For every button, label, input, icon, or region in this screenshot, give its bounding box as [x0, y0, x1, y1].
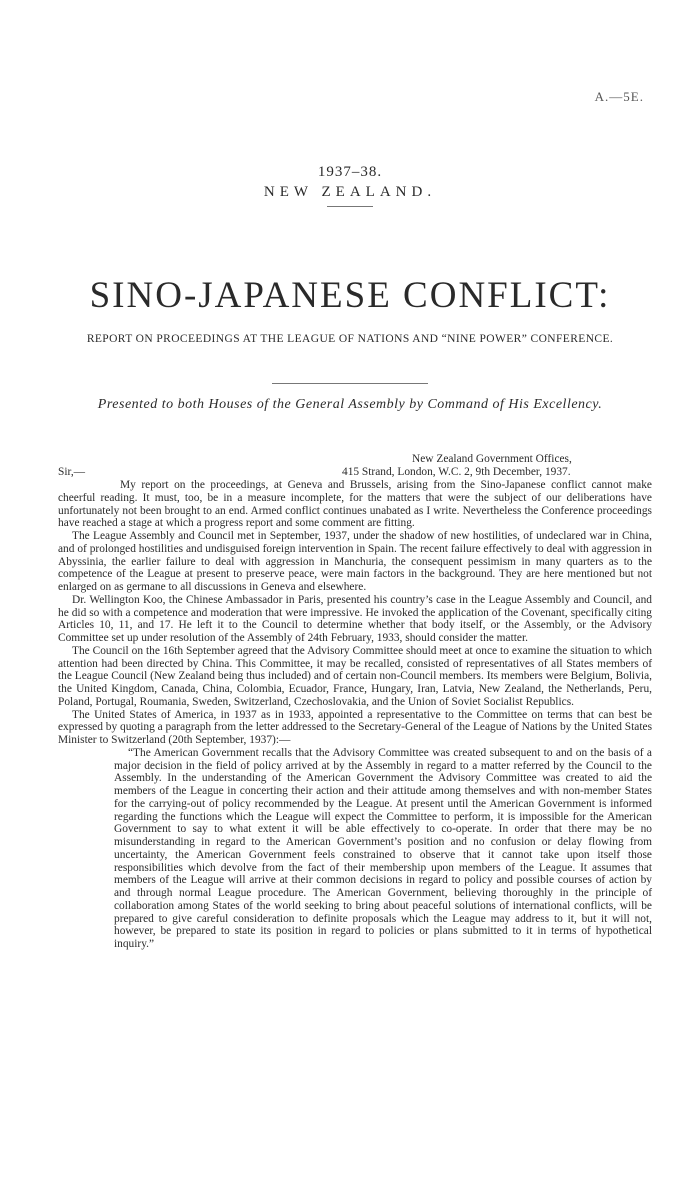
letter-salutation: Sir,— [58, 466, 86, 478]
long-divider [272, 383, 428, 384]
country-name: NEW ZEALAND. [263, 184, 437, 200]
quote-paragraph: “The American Government recalls that the Advisory Committee was created subsequent to and on the basis of a major decision in the field of policy arrived at by the Assembly in regard to a matter referred by the Council to the Assembly. In the understanding of the American Government the Advisory Committee was created to aid the members of the League in concerting their action and their attitude among themselves and with non-member States for the carrying-out of policy recommended by the League. At present until the American Government is informed regarding the functions which the League will expect the Committee to perform, it is impossible for the American Government to say to what extent it will be able effectively to co-operate. In order that there may be no misunderstanding in regard to the American Government’s position and no confusion or delay flowing from uncertainty, the American Government feels constrained to observe that it cannot take upon itself those responsibilities which devolve from the fact of their membership upon members of the League. It assumes that members of the League will arrive at their common decisions in regard to policy and possible courses of action by and through normal League procedure. The American Government, believing thoroughly in the principle of collaboration among States of the world seeking to bring about peaceful solutions of international conflicts, will be prepared to give careful consideration to definite proposals which the League may address to it, but it will not, however, be prepared to state its position in regard to policies or plans submitted to it in terms of hypothetical inquiry.” [114, 746, 652, 950]
page-reference: A.—5E. [594, 89, 644, 104]
session-years: 1937–38. [317, 164, 383, 180]
paragraph: The United States of America, in 1937 as in 1933, appointed a representative to the Committee on terms that can best be expressed by quoting a paragraph from the letter addressed to the Secretary-General of the League of Nations by the United States Minister to Switzerland (20th September, 1937):— [58, 708, 652, 746]
document-title: SINO-JAPANESE CONFLICT: [89, 275, 611, 316]
short-divider [327, 206, 373, 207]
letter-body [58, 479, 652, 951]
paragraph: The League Assembly and Council met in September, 1937, under the shadow of new hostilities, of undeclared war in China, and of prolonged hostilities and undisguised foreign intervention in Spain. The recent failure effectively to deal with aggression in Abyssinia, the earlier failure to deal with aggression in Manchuria, the consequent pessimism in many quarters as to the competence of the League at present to preserve peace, were main factors in the background. They are here mentioned but not enlarged on as germane to all discussions in Geneva and elsewhere. [58, 530, 652, 593]
paragraph: The Council on the 16th September agreed that the Advisory Committee should meet at once to examine the situation to which attention had been directed by China. This Committee, it may be recalled, consisted of representatives of all States members of the League Council (New Zealand being thus included) and of certain non-Council members. Its members were Belgium, Bolivia, the United Kingdom, Canada, China, Colombia, Ecuador, France, Hungary, Iran, Latvia, New Zealand, the Netherlands, Peru, Poland, Portugal, Roumania, Sweden, Switzerland, Czechoslovakia, and the Union of Soviet Socialist Republics. [58, 644, 652, 708]
quoted-letter [114, 747, 652, 951]
paragraph: My report on the proceedings, at Geneva and Brussels, arising from the Sino-Japanese conflict cannot make cheerful reading. It must, too, be in a measure incomplete, for the matters that were the subject of our deliberations have unfortunately not been brought to an end. Armed conflict continues unabated as I write. Nevertheless the Conference proceedings have reached a stage at which a progress report and some comment are fitting. [58, 479, 652, 530]
paragraph: Dr. Wellington Koo, the Chinese Ambassador in Paris, presented his country’s case in the League Assembly and Council, and he did so with a competence and moderation that were impressive. He invoked the application of the Covenant, specifically citing Articles 10, 11, and 17. He left it to the Council to determine whether that body itself, or the Assembly, or the Advisory Committee set up under resolution of the Assembly of 24th February, 1933, should consider the matter. [58, 593, 652, 644]
document-subtitle: REPORT ON PROCEEDINGS AT THE LEAGUE OF NATIONS AND “NINE POWER” CONFERENCE. [86, 333, 614, 345]
letter-address-line-2: 415 Strand, London, W.C. 2, 9th December, 1937. [342, 466, 571, 478]
presented-line: Presented to both Houses of the General Assembly by Command of His Excellency. [97, 397, 603, 412]
letter-address-line-1: New Zealand Government Offices, [412, 453, 572, 465]
